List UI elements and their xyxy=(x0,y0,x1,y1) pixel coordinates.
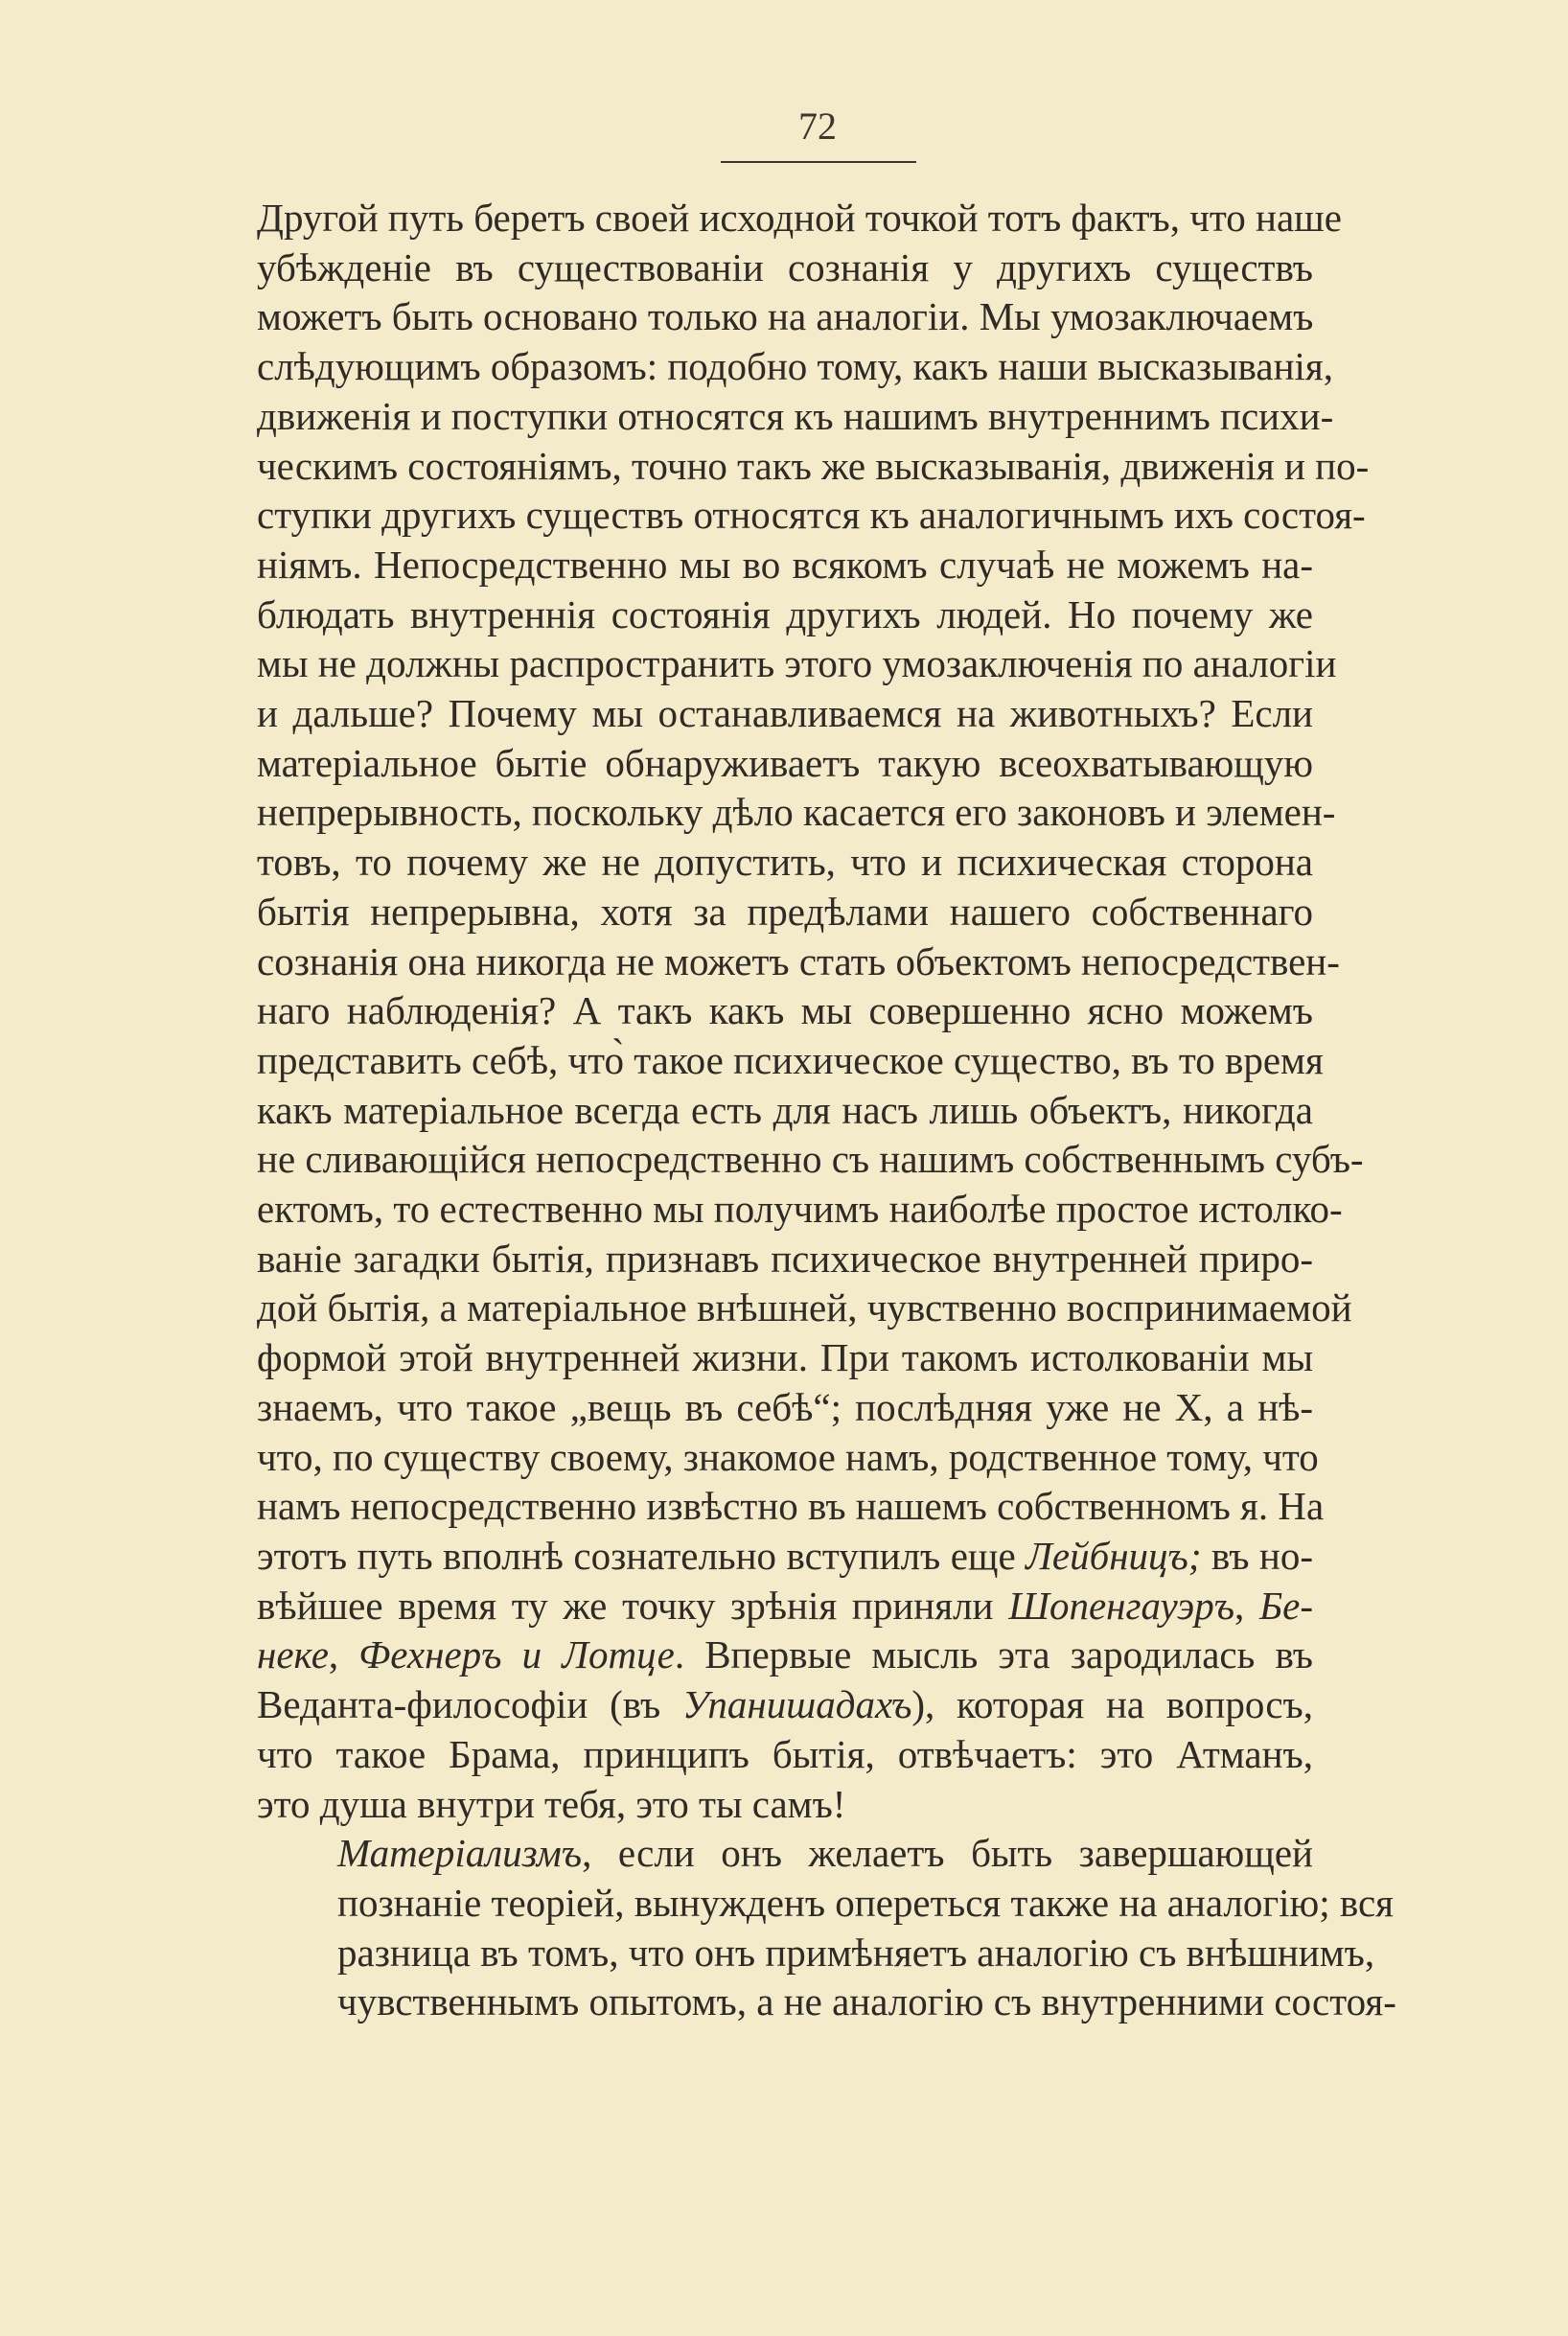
text-line xyxy=(257,838,1313,888)
text-run: блюдать внутреннія состоянія другихъ людей. Но почему же xyxy=(257,591,1313,636)
text-line xyxy=(257,639,1337,689)
text-line xyxy=(257,1532,1313,1582)
text-line xyxy=(257,491,1366,541)
text-line xyxy=(257,590,1313,640)
text-line xyxy=(257,788,1336,838)
text-run: что, по существу своему, знакомое намъ, родственное тому, что xyxy=(257,1434,1319,1479)
text-line xyxy=(257,739,1313,789)
text-line xyxy=(257,1333,1313,1383)
text-line xyxy=(257,1284,1352,1333)
italic-run: Фехнеръ и Лотце xyxy=(358,1632,675,1677)
text-run: въ но- xyxy=(1201,1533,1313,1578)
text-run: дой бытія, а матеріальное внѣшней, чувственно воспринимаемой xyxy=(257,1285,1352,1330)
text-run: . Впервые мысль эта зародилась въ xyxy=(674,1632,1313,1677)
text-run: непрерывность, поскольку дѣло касается его законовъ и элемен- xyxy=(257,790,1336,835)
body-text xyxy=(257,194,1396,2027)
text-line xyxy=(257,243,1313,293)
text-run: не сливающійся непосредственно съ нашимъ собственнымъ субъ- xyxy=(257,1137,1364,1182)
text-line xyxy=(257,1383,1313,1433)
text-run: ), которая на вопросъ, xyxy=(911,1682,1313,1727)
text-line xyxy=(257,342,1334,392)
text-run: познаніе теоріей, вынужденъ опереться также на аналогію; вся xyxy=(337,1880,1395,1925)
text-line xyxy=(257,1879,1395,1929)
italic-run: неке xyxy=(257,1632,329,1677)
text-line xyxy=(257,442,1370,492)
text-run: матеріальное бытіе обнаруживаетъ такую всеохватывающую xyxy=(257,740,1313,785)
text-run: формой этой внутренней жизни. При такомъ истолкованіи мы xyxy=(257,1335,1313,1380)
text-run: знаемъ, что такое „вещь въ себѣ“; послѣдняя уже не X, а нѣ- xyxy=(257,1384,1313,1429)
text-run: ектомъ, то естественно мы получимъ наиболѣе простое истолко- xyxy=(257,1187,1343,1232)
text-line xyxy=(257,1680,1313,1730)
text-run: , если онъ желаетъ быть завершающей xyxy=(582,1831,1313,1876)
text-line xyxy=(257,937,1340,987)
text-line xyxy=(257,1185,1343,1235)
text-run: наго наблюденія? А такъ какъ мы совершенно ясно можемъ xyxy=(257,988,1313,1033)
text-run: , xyxy=(328,1632,359,1677)
text-run: представить себѣ, что̀ такое психическое существо, въ то время xyxy=(257,1037,1324,1082)
text-run: и дальше? Почему мы останавливаемся на животныхъ? Если xyxy=(257,691,1313,736)
text-line xyxy=(257,1929,1375,1978)
text-run: ніямъ. Непосредственно мы во всякомъ случаѣ не можемъ на- xyxy=(257,542,1313,587)
italic-run: Шопенгауэръ xyxy=(1008,1583,1234,1628)
text-run: движенія и поступки относятся къ нашимъ внутреннимъ психи- xyxy=(257,393,1334,438)
text-line xyxy=(257,1433,1319,1483)
page-number: 72 xyxy=(798,104,837,148)
paragraph xyxy=(257,1829,1396,2027)
text-run: Веданта-философіи (въ xyxy=(257,1682,682,1727)
text-line xyxy=(257,1235,1313,1284)
italic-run: Бе- xyxy=(1258,1583,1314,1628)
text-line xyxy=(257,194,1342,243)
text-line xyxy=(257,1978,1396,2027)
text-line xyxy=(257,541,1313,590)
text-run: Другой путь беретъ своей исходной точкой тотъ фактъ, что наше xyxy=(257,196,1342,240)
text-run: мы не должны распространить этого умозаключенія по аналогіи xyxy=(257,641,1337,686)
text-run: , xyxy=(1234,1583,1259,1628)
text-run: ческимъ состояніямъ, точно такъ же высказыванія, движенія и по- xyxy=(257,443,1370,488)
text-line xyxy=(257,1086,1313,1136)
text-run: какъ матеріальное всегда есть для насъ лишь объектъ, никогда xyxy=(257,1087,1313,1132)
text-run: бытія непрерывна, хотя за предѣлами нашего собственнаго xyxy=(257,889,1313,934)
text-run: ваніе загадки бытія, признавъ психическое внутренней приро- xyxy=(257,1236,1313,1281)
text-run: намъ непосредственно извѣстно въ нашемъ собственномъ я. На xyxy=(257,1484,1325,1529)
text-run: ступки другихъ существъ относятся къ аналогичнымъ ихъ состоя- xyxy=(257,493,1366,538)
text-line xyxy=(257,392,1334,442)
text-line xyxy=(257,1780,1313,1830)
text-run: сознанія она никогда не можетъ стать объектомъ непосредствен- xyxy=(257,938,1340,983)
text-run: убѣжденіе въ существованіи сознанія у другихъ существъ xyxy=(257,244,1313,289)
paragraph xyxy=(257,194,1370,1829)
text-line xyxy=(257,1631,1313,1680)
text-line xyxy=(257,1036,1324,1086)
text-run: этотъ путь вполнѣ сознательно вступилъ еще xyxy=(257,1533,1026,1578)
text-line xyxy=(257,292,1313,342)
text-line xyxy=(257,986,1313,1036)
italic-run: Лейбницъ; xyxy=(1026,1533,1202,1578)
text-line xyxy=(257,1582,1313,1631)
italic-run: Матеріализмъ xyxy=(337,1831,583,1876)
text-run: вѣйшее время ту же точку зрѣнія приняли xyxy=(257,1583,1009,1628)
text-run: это душа внутри тебя, это ты самъ! xyxy=(257,1781,846,1826)
text-run: разница въ томъ, что онъ примѣняетъ аналогію съ внѣшнимъ, xyxy=(337,1930,1375,1975)
header-rule xyxy=(721,161,916,163)
text-run: чувственнымъ опытомъ, а не аналогію съ внутренними состоя- xyxy=(337,1979,1396,2024)
text-line xyxy=(257,1482,1325,1532)
text-line xyxy=(257,689,1313,739)
italic-run: Упанишадахъ xyxy=(681,1682,912,1727)
text-line xyxy=(257,1730,1313,1780)
text-line xyxy=(257,1829,1313,1879)
text-run: что такое Брама, принципъ бытія, отвѣчаетъ: это Атманъ, xyxy=(257,1731,1313,1776)
text-line xyxy=(257,888,1313,937)
text-run: товъ, то почему же не допустить, что и психическая сторона xyxy=(257,840,1313,885)
text-line xyxy=(257,1135,1364,1185)
text-run: можетъ быть основано только на аналогіи. Мы умозаключаемъ xyxy=(257,294,1314,339)
text-run: слѣдующимъ образомъ: подобно тому, какъ наши высказыванія, xyxy=(257,344,1334,389)
